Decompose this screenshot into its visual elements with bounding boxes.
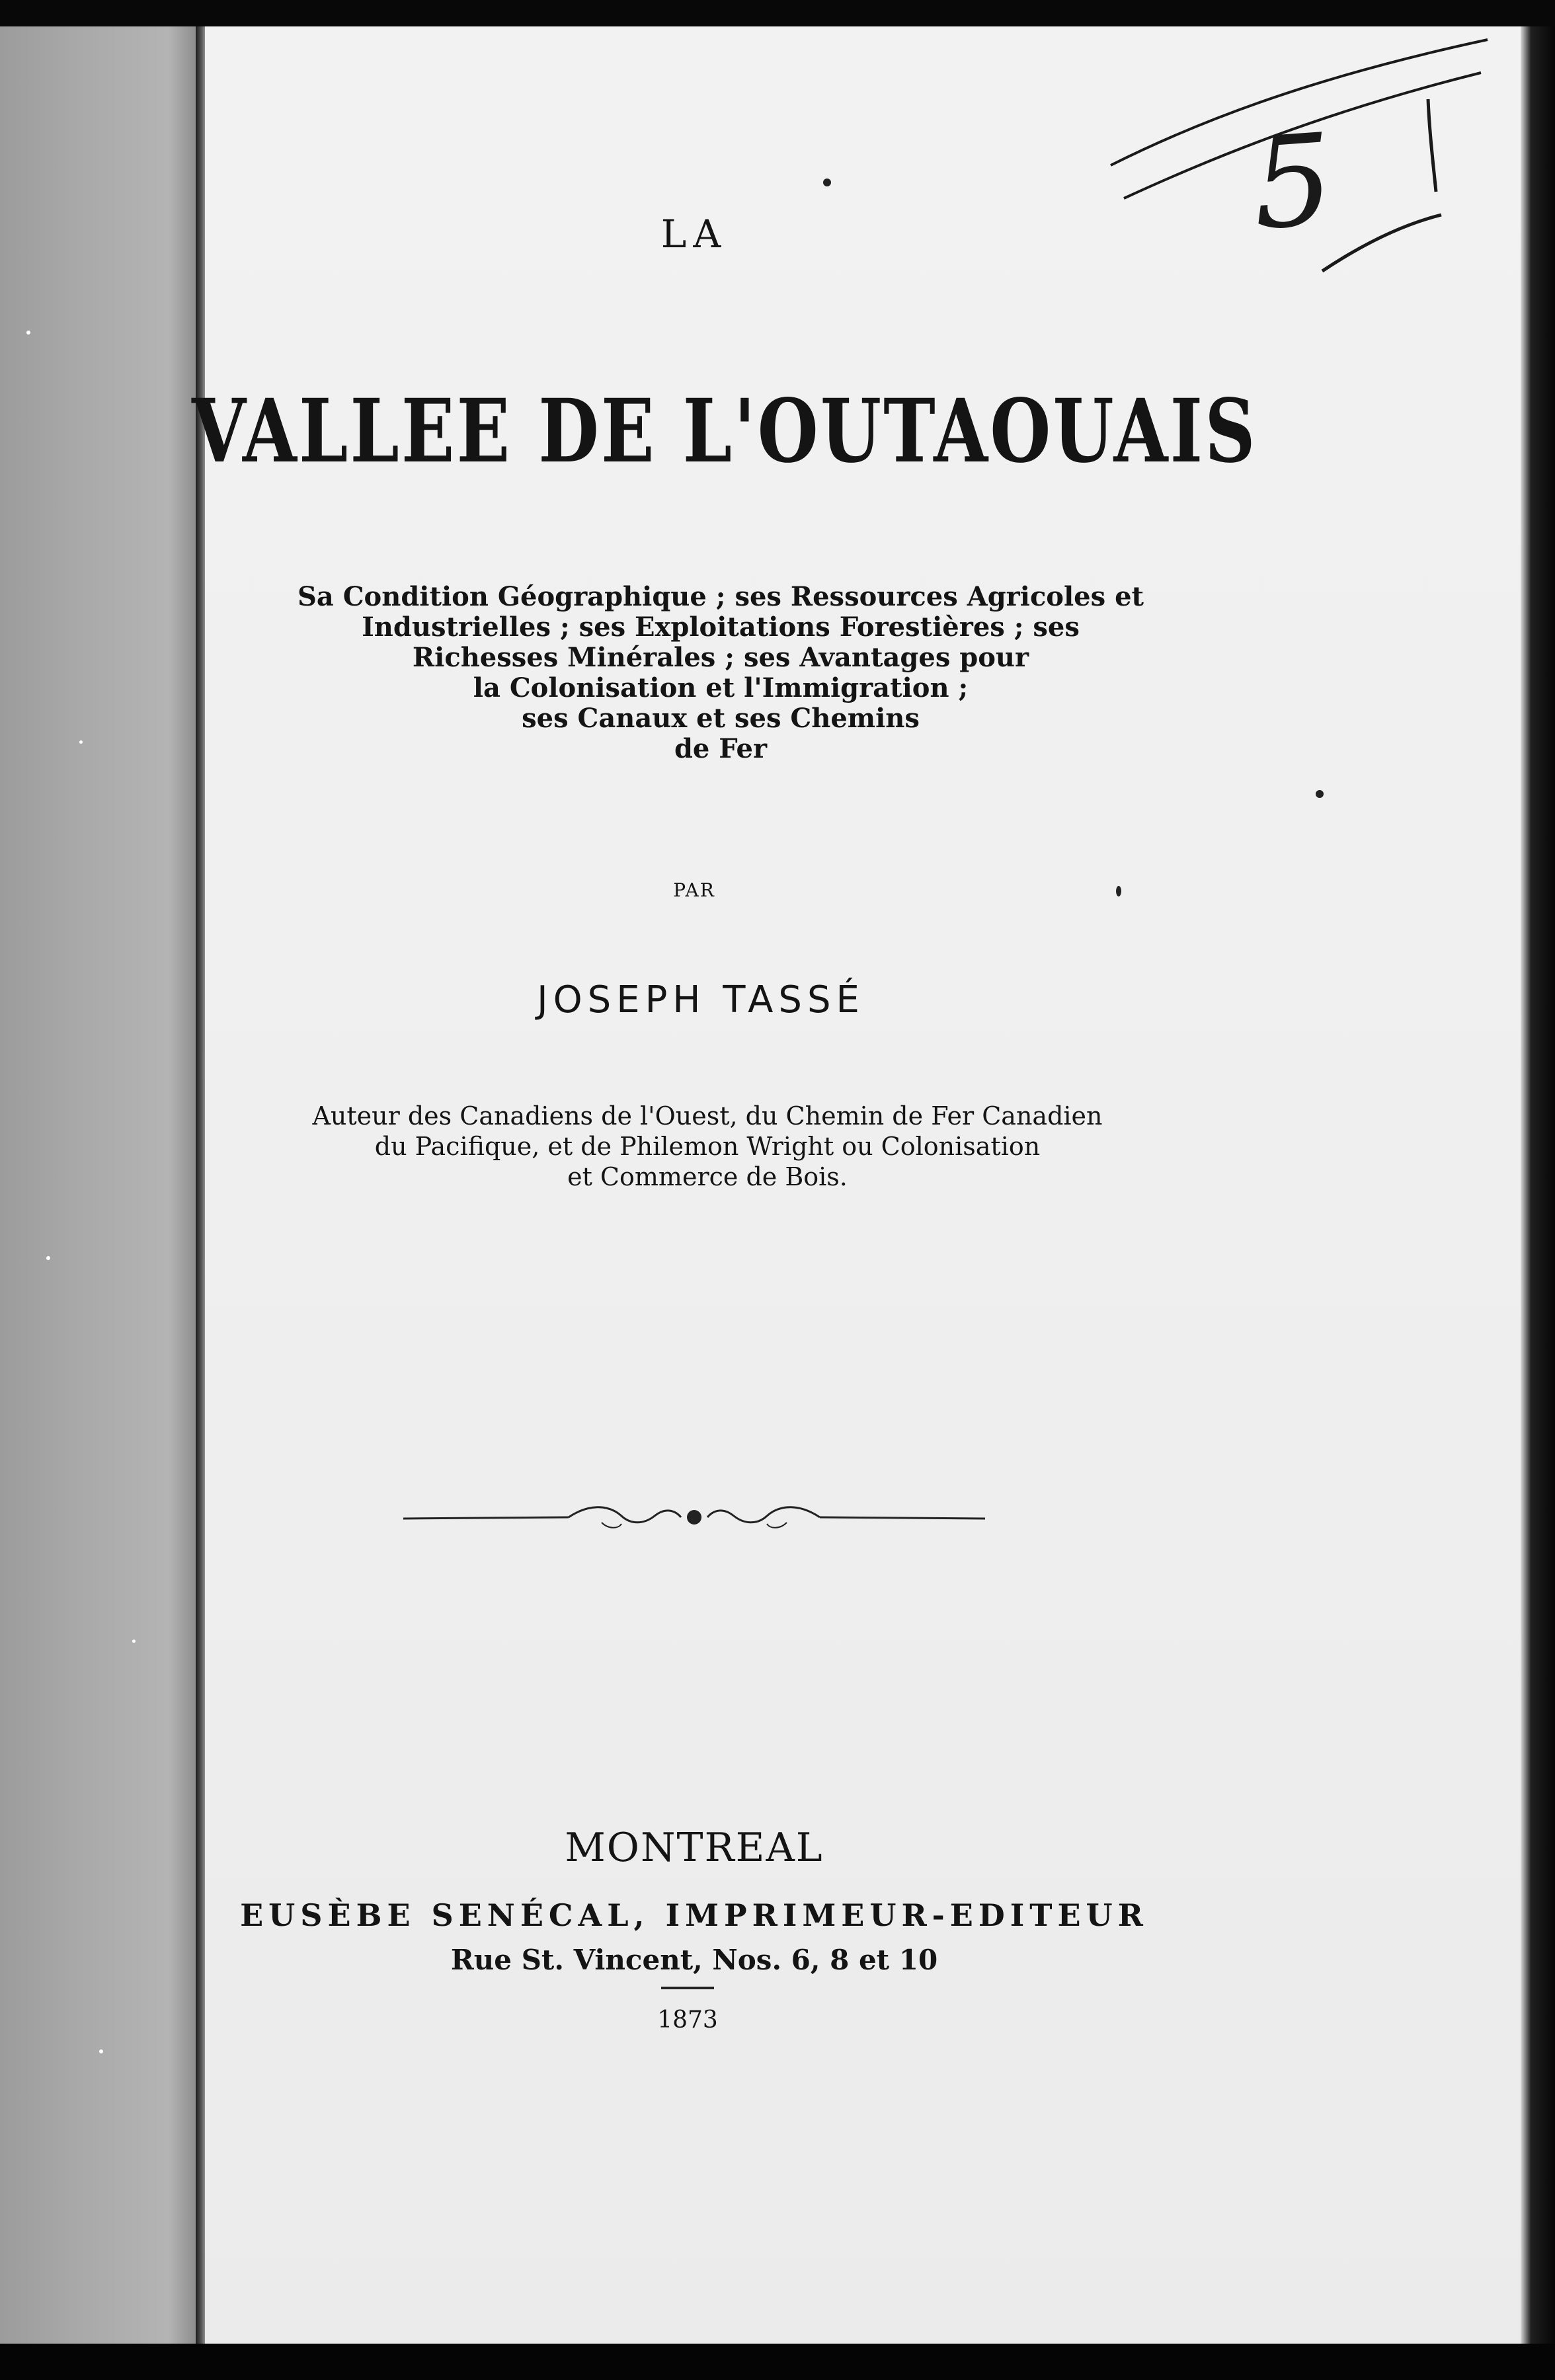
scan-speck [26, 331, 30, 335]
subtitle-line: Sa Condition Géographique ; ses Ressources Agricoles et [297, 581, 1144, 612]
scan-right-border [1521, 26, 1555, 2344]
handwritten-number: 5 [1248, 106, 1338, 258]
by-label: PAR [673, 879, 715, 901]
scan-speck [1316, 790, 1324, 798]
scan-speck [132, 1640, 136, 1643]
ornamental-divider [403, 1497, 985, 1537]
page-title: VALLEE DE L'OUTAOUAIS [192, 380, 1257, 483]
publication-city: MONTREAL [565, 1825, 824, 1871]
subtitle-line: Richesses Minérales ; ses Avantages pour [412, 642, 1029, 673]
credits-line: Auteur des Canadiens de l'Ouest, du Chemin de Fer Canadien [312, 1101, 1103, 1130]
printer-address: Rue St. Vincent, Nos. 6, 8 et 10 [450, 1944, 938, 1976]
scan-speck [823, 178, 831, 186]
subtitle-line: de Fer [674, 733, 768, 764]
scan-speck [1116, 886, 1121, 896]
author-credits [278, 1101, 1137, 1192]
printer-name: EUSÈBE SENÉCAL, IMPRIMEUR-EDITEUR [240, 1897, 1148, 1933]
publication-year: 1873 [657, 2006, 718, 2034]
scan-bottom-border [0, 2344, 1555, 2380]
subtitle-line: Industrielles ; ses Exploitations Forestières ; ses [362, 612, 1080, 643]
scan-speck [79, 740, 83, 744]
scan-speck [46, 1256, 50, 1260]
subtitle-line: la Colonisation et l'Immigration ; [473, 672, 969, 703]
short-rule [661, 1987, 714, 1989]
subtitle-block [251, 582, 1190, 764]
subtitle-line: ses Canaux et ses Chemins [522, 703, 920, 734]
book-cover-strip [0, 26, 198, 2344]
cover-edge-shadow [196, 26, 205, 2344]
title-article: LA [660, 212, 728, 257]
scan-top-border [0, 0, 1555, 26]
scan-speck [99, 2049, 103, 2053]
credits-line: du Pacifique, et de Philemon Wright ou Colonisation [374, 1132, 1041, 1161]
author-name: JOSEPH TASSÉ [537, 978, 865, 1021]
credits-line: et Commerce de Bois. [567, 1162, 848, 1191]
